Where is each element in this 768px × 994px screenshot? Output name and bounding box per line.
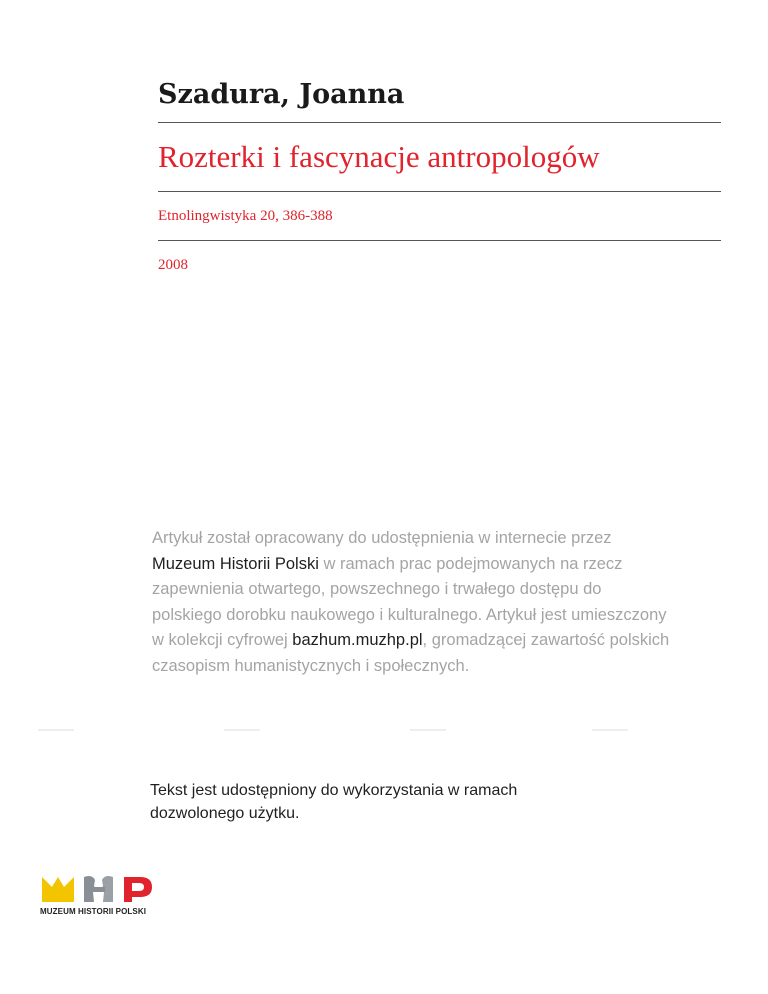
letter-p-icon — [124, 877, 152, 902]
notice-text: Artykuł został opracowany do udostępnienia w internecie przez — [152, 529, 612, 547]
decorative-mark — [224, 729, 260, 731]
availability-notice — [152, 526, 672, 679]
collection-link[interactable]: bazhum.muzhp.pl — [292, 631, 423, 649]
license-notice: Tekst jest udostępniony do wykorzystania w ramach dozwolonego użytku. — [150, 782, 518, 822]
crown-icon — [42, 877, 74, 902]
author-name: Szadura, Joanna — [158, 79, 405, 110]
article-title: Rozterki i fascynacje antropologów — [158, 139, 600, 174]
notice-text: w ramach prac podejmowanych na rzecz zapewnienia otwartego, powszechnego i trwałego dostępu do polskiego dorobku naukowego i kulturalnego. Artykuł jest umieszczony w kolekcji cyfrowej — [152, 554, 667, 649]
decorative-mark — [592, 729, 628, 731]
decorative-mark — [38, 729, 74, 731]
publication-year: 2008 — [158, 257, 188, 273]
museum-name: Muzeum Historii Polski — [152, 554, 319, 573]
source-citation: Etnolingwistyka 20, 386-388 — [158, 208, 333, 224]
logo-caption: MUZEUM HISTORII POLSKI — [40, 907, 147, 916]
notice-text: , gromadzącej zawartość polskich czasopism humanistycznych i społecznych. — [152, 631, 670, 675]
cover-header — [158, 78, 721, 289]
decorative-mark — [410, 729, 446, 731]
